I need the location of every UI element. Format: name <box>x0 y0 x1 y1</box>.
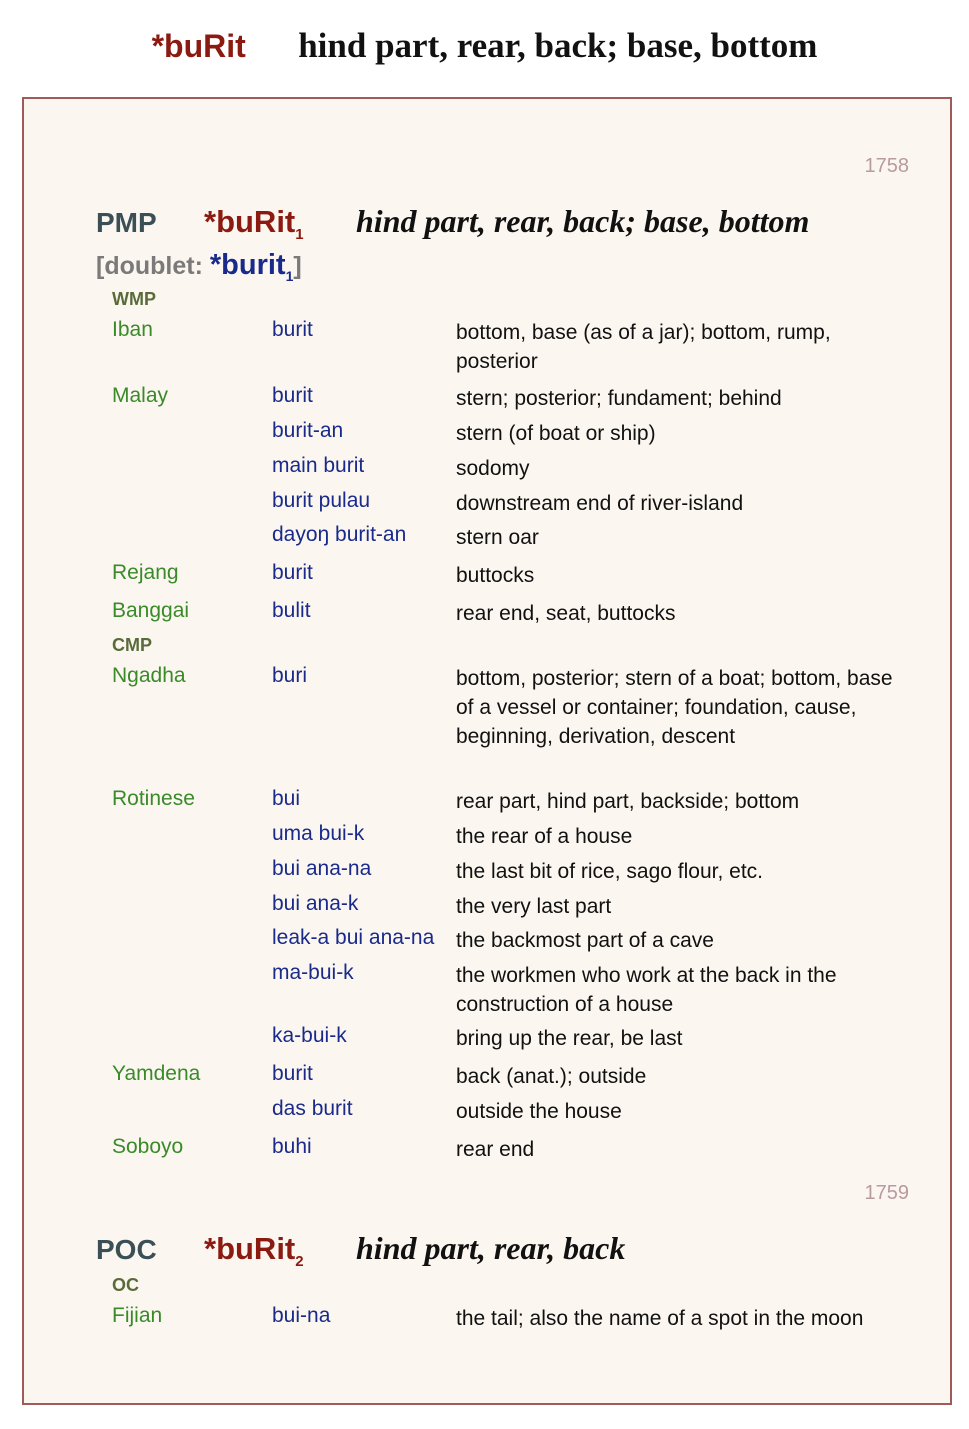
reflex-form: bui <box>272 787 301 810</box>
page-header-gloss: hind part, rear, back; base, bottom <box>298 26 818 65</box>
reflex-form: buri <box>272 664 308 687</box>
reflex-gloss: the last bit of rice, sago flour, etc. <box>456 860 763 883</box>
reflex-gloss: the backmost part of a cave <box>456 929 714 952</box>
page-number: 1758 <box>864 155 909 177</box>
reflex-form: burit <box>272 318 313 341</box>
reflex-form: burit <box>272 561 313 584</box>
reflex-gloss: rear part, hind part, backside; bottom <box>456 790 800 813</box>
reflex-gloss: sodomy <box>456 457 530 480</box>
language-name: Soboyo <box>112 1135 184 1158</box>
reflex-form: burit <box>272 384 313 407</box>
reflex-gloss: the rear of a house <box>456 825 633 848</box>
reflex-form: leak-a bui ana-na <box>272 926 435 949</box>
subgroup-label: CMP <box>112 635 152 655</box>
reflex-gloss: bottom, posterior; stern of a boat; bottom, base of a vessel or container; foundation, cause, beginning, derivation, descent <box>456 667 893 748</box>
reflex-gloss: downstream end of river-island <box>456 492 744 515</box>
proto-language: POC <box>96 1234 157 1265</box>
reflex-gloss: stern oar <box>456 526 539 549</box>
reflex-form: main burit <box>272 454 365 477</box>
reflex-gloss: bottom, base (as of a jar); bottom, rump, posterior <box>456 321 831 373</box>
reflex-form: dayoŋ burit-an <box>272 523 407 546</box>
reflex-form: das burit <box>272 1097 353 1120</box>
reflex-gloss: the tail; also the name of a spot in the moon <box>456 1307 864 1330</box>
page-header <box>0 26 969 66</box>
page-number: 1759 <box>864 1182 909 1204</box>
reflex-gloss: bring up the rear, be last <box>456 1027 683 1050</box>
proto-form: *buRit$_1$ <box>204 204 304 244</box>
reflex-form: bui ana-k <box>272 892 359 915</box>
reflex-form: bui ana-na <box>272 857 372 880</box>
reflex-form: ma-bui-k <box>272 961 354 984</box>
reflex-form: buhi <box>272 1135 312 1158</box>
reflex-form: burit-an <box>272 419 344 442</box>
page-header-form: *buRit <box>151 28 246 64</box>
reflex-gloss: outside the house <box>456 1100 622 1123</box>
language-name: Banggai <box>112 599 190 622</box>
language-name: Fijian <box>112 1304 163 1327</box>
language-name: Rejang <box>112 561 179 584</box>
entry-box <box>22 97 952 1405</box>
reflex-gloss: back (anat.); outside <box>456 1065 647 1088</box>
reflex-form: burit pulau <box>272 489 371 512</box>
reflex-gloss: stern; posterior; fundament; behind <box>456 387 782 410</box>
reflex-gloss: rear end, seat, buttocks <box>456 602 676 625</box>
reflex-form: uma bui-k <box>272 822 365 845</box>
proto-language: PMP <box>96 207 157 238</box>
language-name: Malay <box>112 384 169 407</box>
subgroup-label: OC <box>112 1275 139 1295</box>
reflex-gloss: stern (of boat or ship) <box>456 422 656 445</box>
reflex-form: ka-bui-k <box>272 1024 347 1047</box>
poc-heading <box>96 1230 625 1270</box>
subgroup-label: WMP <box>112 289 156 309</box>
proto-gloss: hind part, rear, back <box>356 1230 626 1266</box>
reflex-form: burit <box>272 1062 313 1085</box>
language-name: Iban <box>112 318 153 341</box>
reflex-form: bui-na <box>272 1304 331 1327</box>
reflex-gloss: the workmen who work at the back in the construction of a house <box>456 964 837 1016</box>
pmp-heading <box>96 203 809 243</box>
reflex-gloss: the very last part <box>456 895 612 918</box>
proto-form: *buRit$_2$ <box>204 1231 304 1271</box>
language-name: Rotinese <box>112 787 195 810</box>
language-name: Yamdena <box>112 1062 201 1085</box>
reflex-gloss: buttocks <box>456 564 535 587</box>
doublet-note: [doublet: *burit$_1$] <box>96 249 302 284</box>
reflex-form: bulit <box>272 599 311 622</box>
language-name: Ngadha <box>112 664 186 687</box>
proto-gloss: hind part, rear, back; base, bottom <box>356 203 810 239</box>
doublet-link[interactable]: *burit$_1$ <box>209 249 294 284</box>
reflex-gloss: rear end <box>456 1138 535 1161</box>
